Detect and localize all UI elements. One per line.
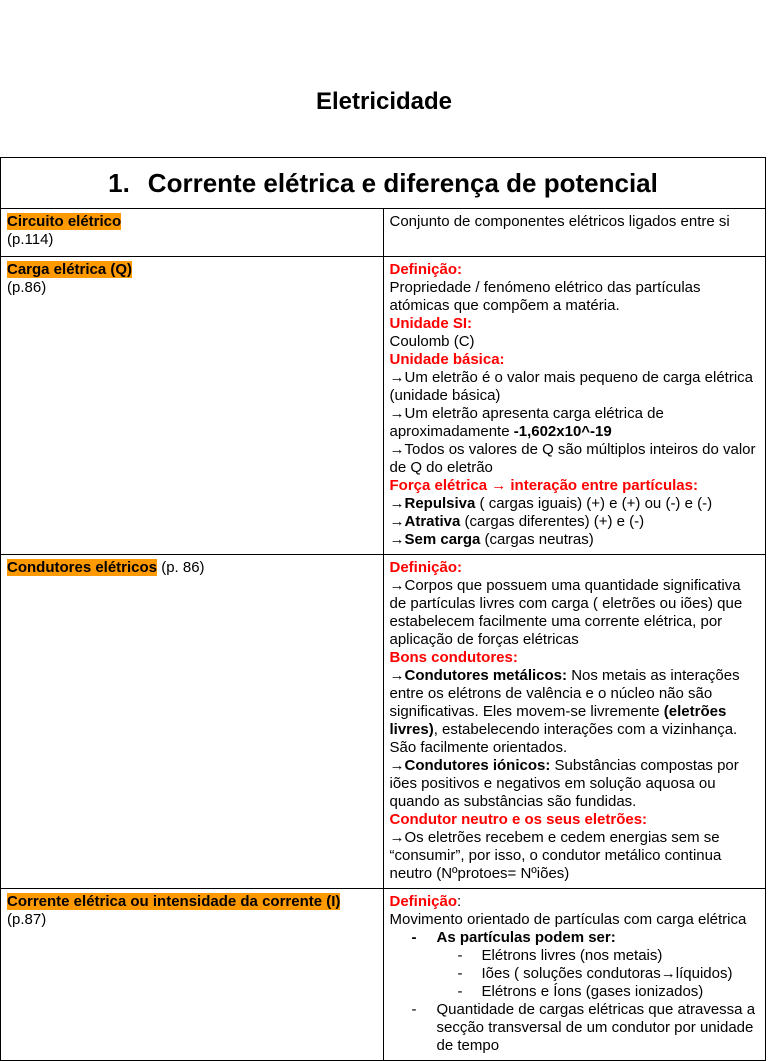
page-ref: (p. 86) (157, 559, 205, 576)
sub-list-item (390, 965, 760, 983)
sub-list-item (390, 983, 760, 1001)
definition-cell (383, 889, 766, 1061)
force-line (390, 513, 760, 531)
force-text: ( cargas iguais) (+) e (+) ou (-) e (-) (475, 495, 713, 512)
arrow-glyph: → (389, 667, 405, 684)
table-row-circuito (1, 209, 766, 257)
metal-text: , estabelecendo interações com a vizinhança. São facilmente orientados. (389, 721, 738, 756)
force-type: Atrativa (404, 513, 461, 530)
sub-list-item (390, 947, 760, 965)
arrow-glyph: → (389, 757, 405, 774)
heading-colon: : (457, 893, 462, 910)
charge-value: -1,602x10^-19 (513, 423, 612, 440)
definition-heading: Definição: (389, 261, 463, 278)
basic-unit-heading: Unidade básica: (389, 351, 505, 368)
force-type: Sem carga (404, 531, 481, 548)
dash-bullet: - (411, 929, 417, 946)
section-header-row (1, 158, 766, 209)
definition-heading-line (390, 893, 760, 911)
section-title: Corrente elétrica e diferença de potencial (147, 168, 658, 198)
definition-text: Movimento orientado de partículas com carga elétrica (389, 911, 747, 928)
definition-heading: Definição: (389, 559, 463, 576)
metal-conductors-label: Condutores metálicos: (404, 667, 568, 684)
page-title: Eletricidade (315, 88, 453, 115)
list-item (390, 929, 760, 947)
notes-table (0, 157, 766, 1061)
sub-item-text: Iões ( soluções condutoras→líquidos) (481, 965, 733, 982)
definition-cell (383, 555, 766, 889)
particles-heading: As partículas podem ser: (436, 929, 616, 946)
term-cell (1, 889, 384, 1061)
ionic-conductors-label: Condutores iónicos: (404, 757, 551, 774)
term-label: Circuito elétrico (7, 213, 122, 230)
section-number: 1. (108, 168, 130, 198)
table-row-corrente (1, 889, 766, 1061)
definition-text: Conjunto de componentes elétricos ligados entre si (389, 213, 730, 230)
ionic-conductors-text (390, 757, 760, 811)
list-item (390, 1001, 760, 1055)
table-row-condutores (1, 555, 766, 889)
metal-conductors-text (390, 667, 760, 757)
page-ref: (p.86) (7, 279, 47, 296)
dash-bullet: - (457, 947, 463, 964)
table-row-carga (1, 257, 766, 555)
section-header (1, 158, 766, 209)
sub-item-text: Elétrons e Íons (gases ionizados) (481, 983, 704, 1000)
sub-item-text: Elétrons livres (nos metais) (481, 947, 663, 964)
term-label: Carga elétrica (Q) (7, 261, 133, 278)
neutral-conductor-text: →Os eletrões recebem e cedem energias sem se “consumir”, por isso, o condutor metálico continua neutro (Nºprotoes= Nºiões) (389, 829, 722, 882)
basic-unit-line (390, 405, 760, 441)
ionic-text: Substâncias compostas por iões positivos e negativos em solução aquosa ou quando as substâncias são fundidas. (389, 757, 739, 810)
basic-unit-line: →Um eletrão é o valor mais pequeno de carga elétrica (unidade básica) (389, 369, 754, 404)
basic-unit-text: →Um eletrão apresenta carga elétrica de aproximadamente (389, 405, 664, 440)
dash-bullet: - (411, 1001, 417, 1018)
unit-text: Coulomb (C) (389, 333, 475, 350)
metal-text: Nos metais as interações entre os elétrons de valência e o núcleo não são significativas. Eles movem-se livremente (389, 667, 740, 720)
neutral-conductor-heading: Condutor neutro e os seus eletrões: (389, 811, 648, 828)
force-line (390, 495, 760, 513)
arrow-glyph: → (389, 513, 405, 530)
definition-cell (383, 209, 766, 257)
term-label: Condutores elétricos (7, 559, 158, 576)
definition-text: →Corpos que possuem uma quantidade significativa de partículas livres com carga ( eletrões ou iões) que estabelecem facilmente uma corrente elétrica, por aplicação de forças elétricas (389, 577, 743, 648)
quantity-text: Quantidade de cargas elétricas que atravessa a secção transversal de um condutor por unidade de tempo (436, 1001, 756, 1054)
unit-heading: Unidade SI: (389, 315, 473, 332)
term-cell (1, 555, 384, 889)
arrow-glyph: → (389, 495, 405, 512)
term-cell (1, 209, 384, 257)
dash-bullet: - (457, 965, 463, 982)
free-electrons-label: (eletrões livres) (389, 703, 727, 738)
term-cell (1, 257, 384, 555)
definition-cell (383, 257, 766, 555)
definition-text: Propriedade / fenómeno elétrico das partículas atómicas que compõem a matéria. (389, 279, 701, 314)
dash-bullet: - (457, 983, 463, 1000)
force-text: (cargas diferentes) (+) e (-) (460, 513, 645, 530)
force-type: Repulsiva (404, 495, 476, 512)
arrow-glyph: → (389, 531, 405, 548)
term-label: Corrente elétrica ou intensidade da corrente (I) (7, 893, 341, 910)
good-conductors-heading: Bons condutores: (389, 649, 518, 666)
page-ref: (p.114) (7, 231, 54, 248)
basic-unit-line: →Todos os valores de Q são múltiplos inteiros do valor de Q do eletrão (389, 441, 756, 476)
force-heading: Força elétrica → interação entre partículas: (389, 477, 698, 494)
definition-heading: Definição (389, 893, 458, 910)
force-text: (cargas neutras) (480, 531, 594, 548)
force-line (390, 531, 760, 549)
page-ref: (p.87) (7, 911, 47, 928)
